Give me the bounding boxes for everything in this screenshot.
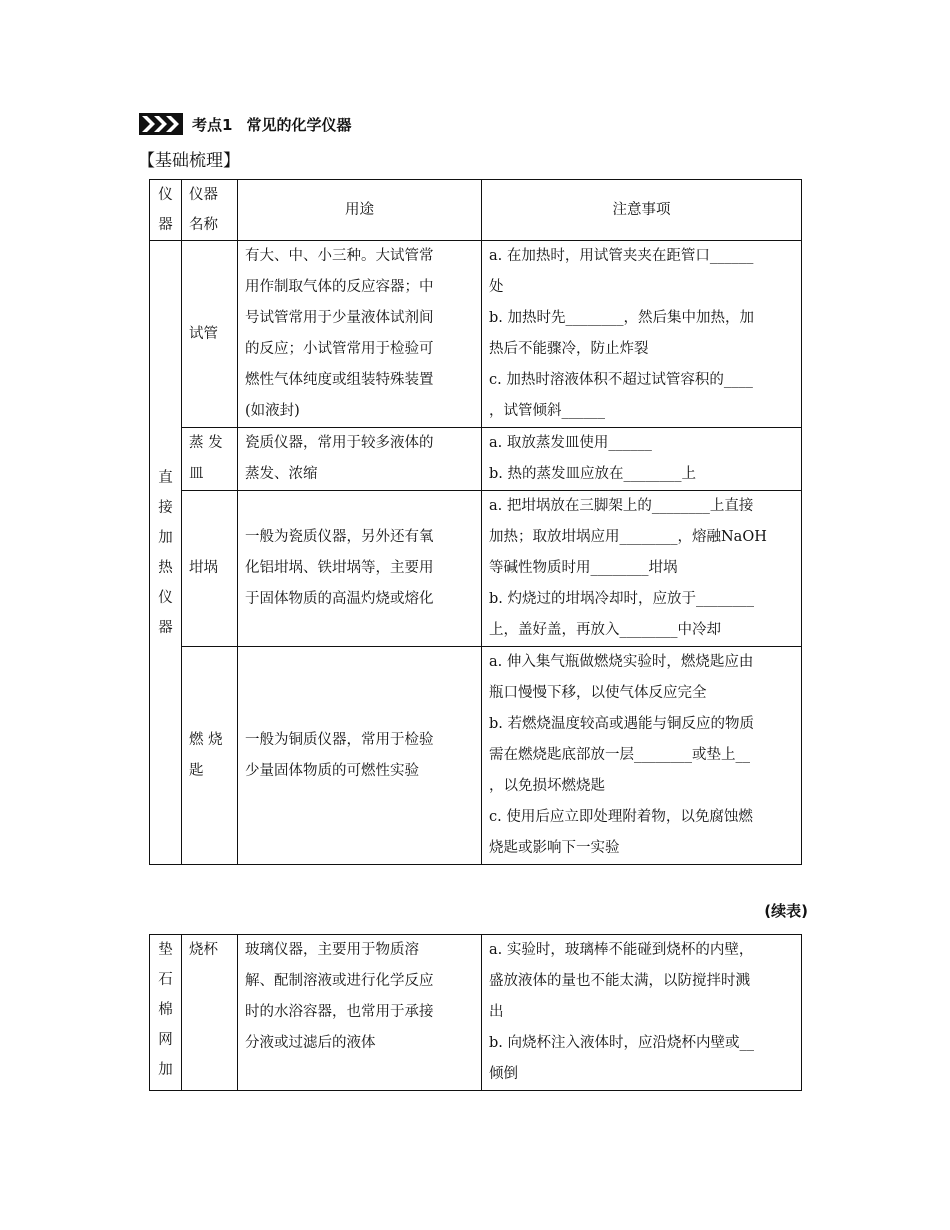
instrument-use: 玻璃仪器，主要用于物质溶 解、配制溶液或进行化学反应 时的水浴容器，也常用于承接 分液或过滤后的液体 [238, 935, 482, 1091]
instrument-name: 坩埚 [182, 491, 238, 647]
instrument-use: 瓷质仪器，常用于较多液体的 蒸发、浓缩 [238, 428, 482, 491]
instrument-name: 试管 [182, 241, 238, 428]
header-name: 仪器 名称 [182, 180, 238, 241]
instrument-use: 一般为瓷质仪器，另外还有氧 化铝坩埚、铁坩埚等，主要用 于固体物质的高温灼烧或熔化 [238, 491, 482, 647]
instrument-name: 蒸 发 皿 [182, 428, 238, 491]
instrument-table-continued [149, 934, 802, 1091]
header-use: 用途 [238, 180, 482, 241]
instrument-notes: a. 取放蒸发皿使用______ b. 热的蒸发皿应放在________上 [482, 428, 802, 491]
chevron-arrows-icon [139, 113, 183, 135]
category-direct-heating: 直 接 加 热 仪 器 [150, 241, 182, 865]
instrument-notes: a. 实验时，玻璃棒不能碰到烧杯的内壁， 盛放液体的量也不能太满，以防搅拌时溅 出 b. 向烧杯注入液体时，应沿烧杯内壁或__ 倾倒 [482, 935, 802, 1091]
header-category: 仪 器 [150, 180, 182, 241]
instrument-notes: a. 把坩埚放在三脚架上的________上直接 加热；取放坩埚应用________，熔融NaOH 等碱性物质时用________坩埚 b. 灼烧过的坩埚冷却时，应放于________ 上，盖好盖，再放入________中冷却 [482, 491, 802, 647]
instrument-notes: a. 伸入集气瓶做燃烧实验时，燃烧匙应由 瓶口慢慢下移，以使气体反应完全 b. 若燃烧温度较高或遇能与铜反应的物质 需在燃烧匙底部放一层________或垫上__ ，以免损坏燃烧匙 c. 使用后应立即处理附着物，以免腐蚀燃 烧匙或影响下一实验 [482, 647, 802, 865]
table-row [150, 241, 802, 428]
table-header-row [150, 180, 802, 241]
table-row [150, 647, 802, 865]
category-gauze-heating: 垫 石 棉 网 加 [150, 935, 182, 1091]
instrument-name: 烧杯 [182, 935, 238, 1091]
continued-label: (续表) [764, 902, 808, 920]
section-title: 常见的化学仪器 [246, 115, 352, 134]
table-row [150, 428, 802, 491]
section-heading [139, 111, 351, 137]
instrument-notes: a. 在加热时，用试管夹夹在距管口______ 处 b. 加热时先________，然后集中加热，加 热后不能骤冷，防止炸裂 c. 加热时溶液体积不超过试管容积的____ ，试管倾斜______ [482, 241, 802, 428]
instrument-table [149, 179, 802, 865]
section-number: 考点1 [192, 115, 233, 134]
table-row [150, 491, 802, 647]
instrument-use: 有大、中、小三种。大试管常 用作制取气体的反应容器；中 号试管常用于少量液体试剂间 的反应；小试管常用于检验可 燃性气体纯度或组装特殊装置 (如液封) [238, 241, 482, 428]
header-notes: 注意事项 [482, 180, 802, 241]
instrument-name: 燃 烧 匙 [182, 647, 238, 865]
table-row [150, 935, 802, 1091]
subsection-title: 【基础梳理】 [138, 151, 240, 171]
instrument-use: 一般为铜质仪器，常用于检验 少量固体物质的可燃性实验 [238, 647, 482, 865]
